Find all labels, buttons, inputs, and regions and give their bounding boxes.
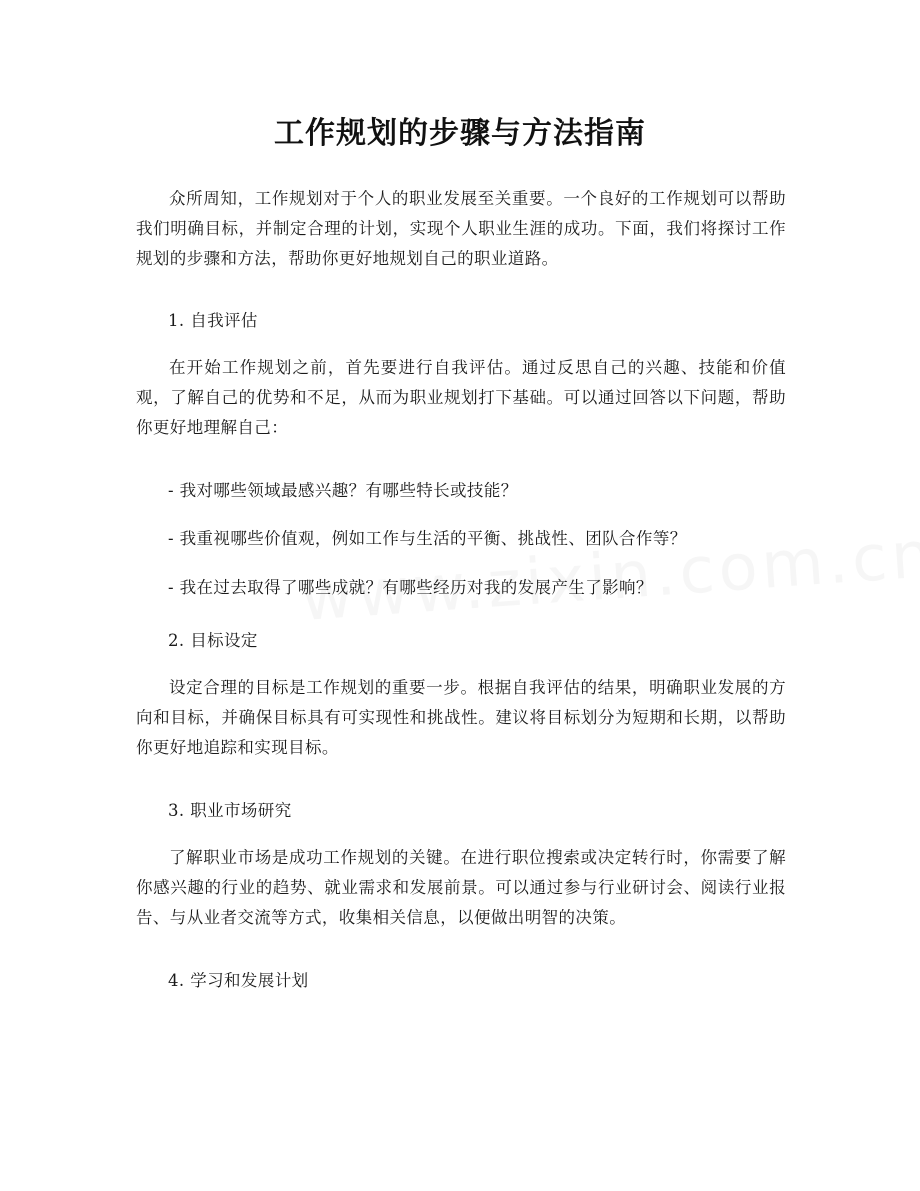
bullet-item: - 我在过去取得了哪些成就？有哪些经历对我的发展产生了影响？ — [168, 578, 653, 597]
bullet-item: - 我对哪些领域最感兴趣？有哪些特长或技能？ — [168, 481, 518, 500]
section-heading-market-research: 3. 职业市场研究 — [168, 801, 292, 820]
bullet-item: - 我重视哪些价值观，例如工作与生活的平衡、挑战性、团队合作等？ — [168, 529, 687, 548]
section-heading-learning-plan: 4. 学习和发展计划 — [168, 971, 309, 990]
section-body-market-research: 了解职业市场是成功工作规划的关键。在进行职位搜索或决定转行时，你需要了解你感兴趣的行业的趋势、就业需求和发展前景。可以通过参与行业研讨会、阅读行业报告、与从业者交流等方式，收集相关信息，以便做出明智的决策。 — [136, 848, 786, 927]
intro-paragraph: 众所周知，工作规划对于个人的职业发展至关重要。一个良好的工作规划可以帮助我们明确目标，并制定合理的计划，实现个人职业生涯的成功。下面，我们将探讨工作规划的步骤和方法，帮助你更好地规划自己的职业道路。 — [136, 189, 786, 268]
section-body-self-assessment: 在开始工作规划之前，首先要进行自我评估。通过反思自己的兴趣、技能和价值观，了解自己的优势和不足，从而为职业规划打下基础。可以通过回答以下问题，帮助你更好地理解自己： — [136, 358, 786, 437]
page-title: 工作规划的步骤与方法指南 — [274, 116, 646, 151]
section-heading-goal-setting: 2. 目标设定 — [168, 631, 258, 650]
section-body-goal-setting: 设定合理的目标是工作规划的重要一步。根据自我评估的结果，明确职业发展的方向和目标，并确保目标具有可实现性和挑战性。建议将目标划分为短期和长期，以帮助你更好地追踪和实现目标。 — [136, 678, 786, 757]
section-heading-self-assessment: 1. 自我评估 — [168, 311, 258, 330]
